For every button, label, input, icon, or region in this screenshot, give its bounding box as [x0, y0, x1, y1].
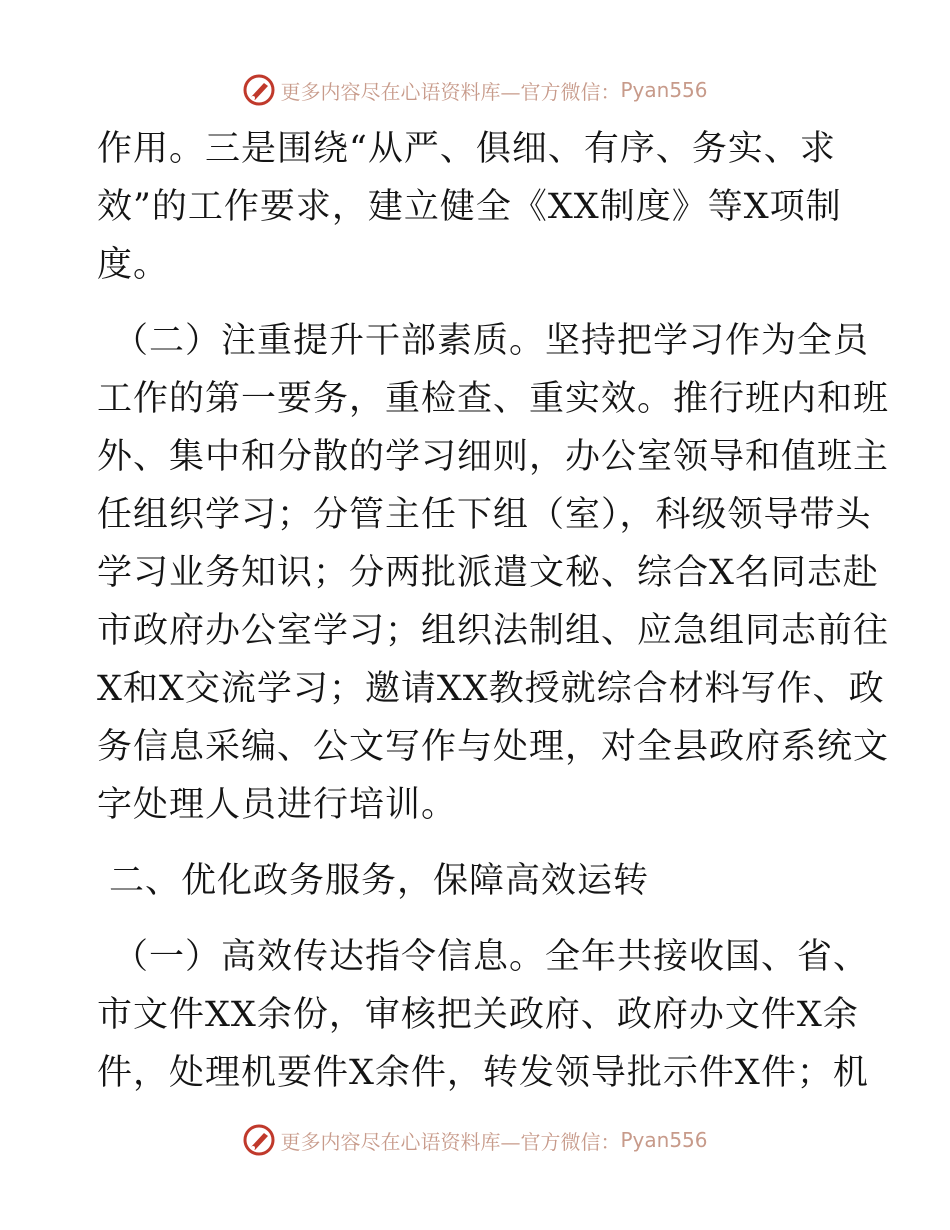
text-line: X和X交流学习；邀请XX教授就综合材料写作、政 — [97, 669, 885, 709]
text-line: 市政府办公室学习；组织法制组、应急组同志前往 — [97, 611, 890, 651]
text-line: 字处理人员进行培训。 — [97, 785, 458, 825]
watermark-text: 更多内容尽在心语资料库—官方微信： — [280, 79, 621, 104]
text-line: 作用。三是围绕“从严、俱细、有序、务实、求 — [97, 129, 836, 169]
text-line: 务信息采编、公文写作与处理，对全县政府系统文 — [97, 727, 890, 767]
watermark-wechat-id: Pyan556 — [620, 1128, 708, 1152]
text-line: 市文件XX余份，审核把关政府、政府办文件X余 — [97, 995, 859, 1035]
footer-watermark — [0, 1120, 950, 1160]
heading-text: 二、优化政务服务，保障高效运转 — [109, 861, 650, 901]
text-line: 任组织学习；分管主任下组（室），科级领导带头 — [97, 495, 872, 535]
text-line: 外、集中和分散的学习细则，办公室领导和值班主 — [97, 437, 890, 477]
pen-logo-icon — [242, 1123, 276, 1157]
header-watermark — [0, 70, 950, 110]
text-line: 件，处理机要件X余件，转发领导批示件X件；机 — [97, 1053, 869, 1093]
text-line: 度。 — [97, 245, 170, 285]
pen-logo-icon — [242, 73, 276, 107]
document-body — [97, 120, 890, 1102]
text-line: 学习业务知识；分两批派遣文秘、综合X名同志赴 — [97, 553, 879, 593]
paragraph — [97, 120, 857, 294]
text-line: 工作的第一要务，重检查、重实效。推行班内和班 — [97, 379, 890, 419]
watermark-text: 更多内容尽在心语资料库—官方微信： — [280, 1129, 621, 1154]
text-line: （一）高效传达指令信息。全年共接收国、省、 — [113, 937, 870, 977]
watermark-wechat-id: Pyan556 — [620, 78, 708, 102]
paragraph — [97, 312, 890, 834]
text-line: 效”的工作要求，建立健全《XX制度》等X项制 — [97, 187, 842, 227]
paragraph — [97, 928, 870, 1102]
section-heading — [97, 852, 857, 910]
text-line: （二）注重提升干部素质。坚持把学习作为全员 — [113, 321, 870, 361]
